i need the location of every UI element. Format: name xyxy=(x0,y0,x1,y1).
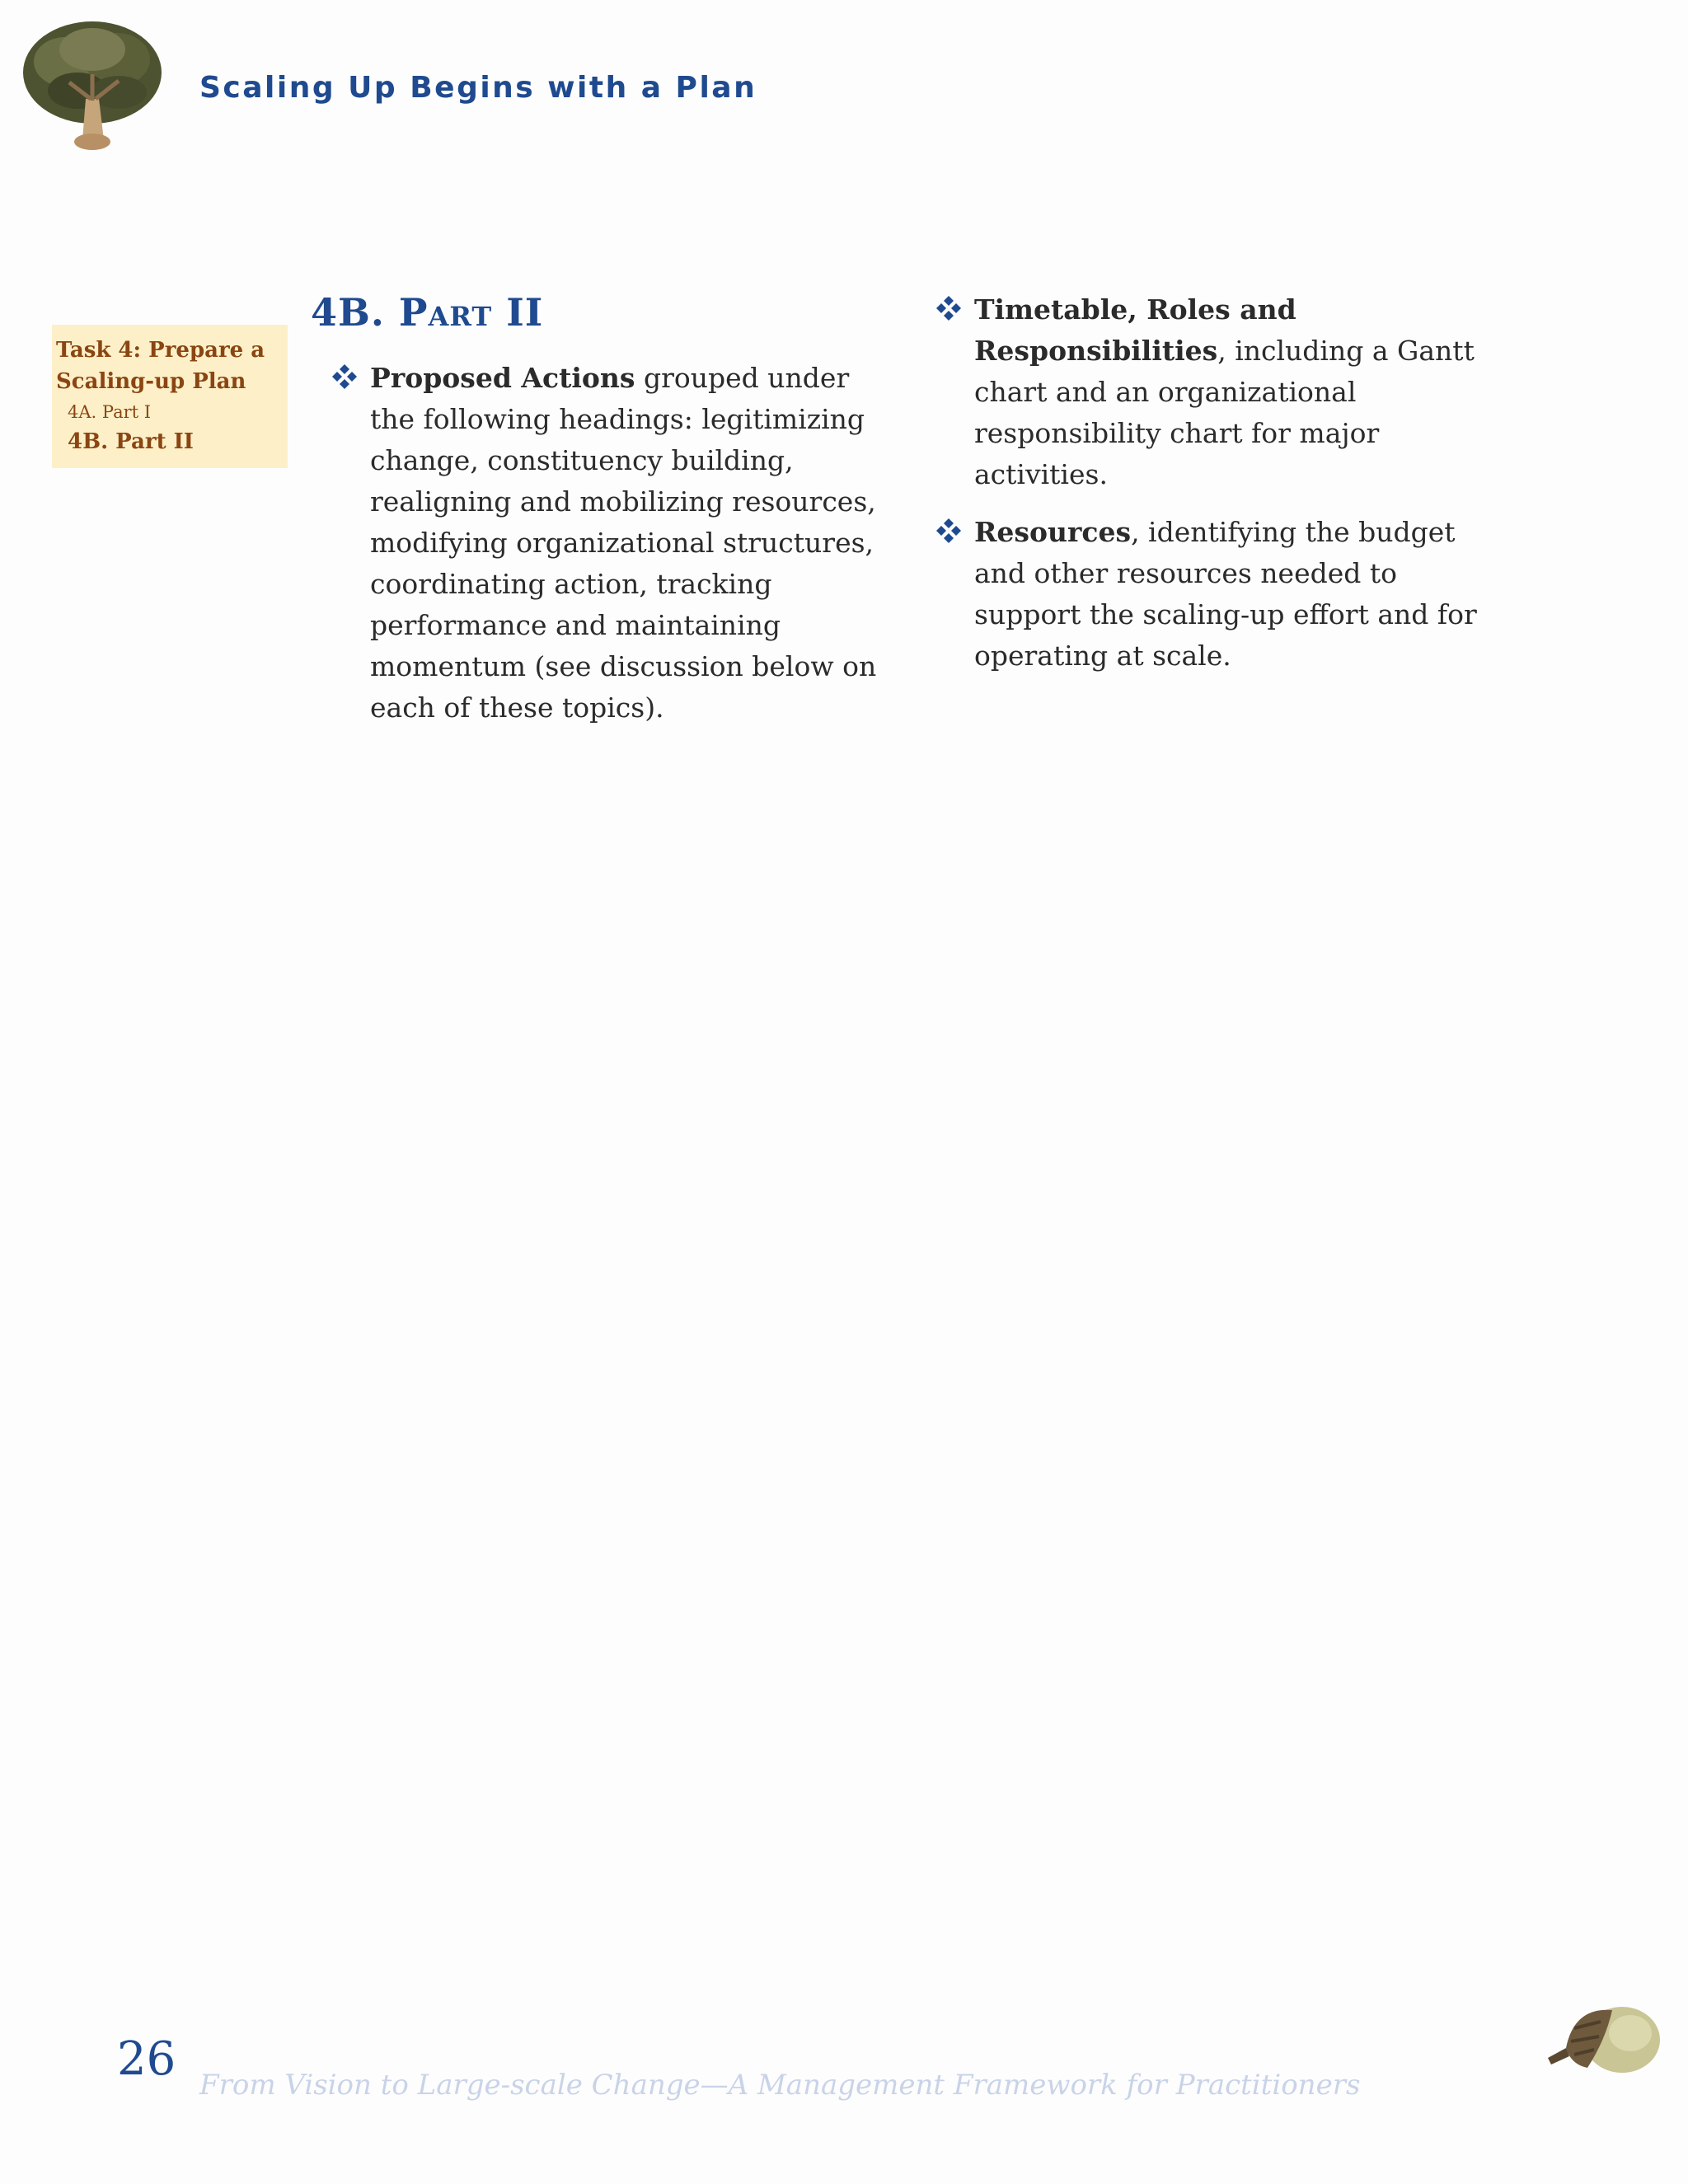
bullet-lead: Timetable, Roles and Responsibilities xyxy=(974,293,1296,367)
bullet-text: , identifying the budget and other resources needed to support the scaling-up effort and for operating at scale. xyxy=(974,516,1477,672)
bullet-lead: Resources xyxy=(974,516,1132,548)
bullet-proposed-actions xyxy=(331,358,891,729)
page-number: 26 xyxy=(117,2032,176,2086)
diamond-bullet-icon xyxy=(935,294,963,322)
sidebar-task-title-line1: Task 4: Prepare a xyxy=(56,338,265,363)
right-column xyxy=(935,289,1479,677)
bullet-timetable xyxy=(935,289,1479,495)
diamond-bullet-icon xyxy=(935,517,963,545)
bullet-lead: Proposed Actions xyxy=(370,362,635,394)
diamond-bullet-icon xyxy=(331,363,359,391)
oak-tree-icon xyxy=(20,16,165,153)
section-heading: 4B. Part II xyxy=(311,290,544,335)
sidebar-item-4a[interactable]: 4A. Part I xyxy=(68,402,152,422)
running-header-title: Scaling Up Begins with a Plan xyxy=(199,71,757,105)
bullet-text: , including a Gantt chart and an organizational responsibility chart for major activities. xyxy=(974,335,1475,490)
bullet-text: grouped under the following headings: legitimizing change, constituency building, realigning and mobilizing resources, modifying organizational structures, coordinating action, tracking performance and maintaining momentum (see discussion below on each of these topics). xyxy=(370,362,877,724)
left-column xyxy=(331,358,891,729)
sidebar-item-4b-current[interactable]: 4B. Part II xyxy=(68,429,194,454)
sidebar-task-title-line2: Scaling-up Plan xyxy=(56,369,246,394)
task-sidebar xyxy=(52,325,288,468)
acorn-icon xyxy=(1541,1982,1665,2088)
footer-book-title: From Vision to Large-scale Change—A Management Framework for Practitioners xyxy=(199,2069,1361,2102)
bullet-resources xyxy=(935,512,1479,677)
